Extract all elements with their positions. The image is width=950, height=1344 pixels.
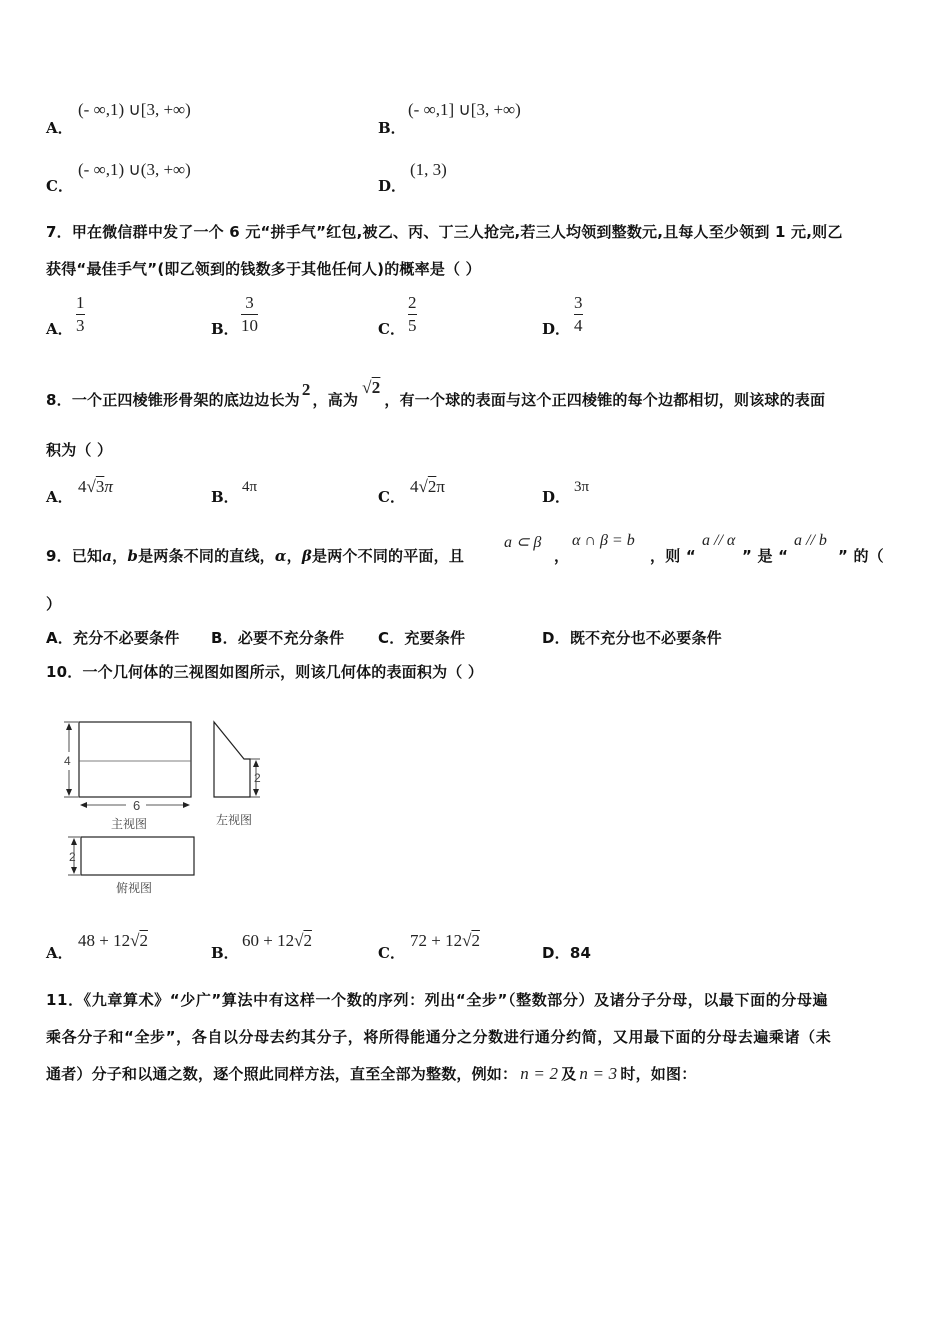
three-view-figure bbox=[56, 712, 276, 902]
numerator: 3 bbox=[574, 293, 583, 312]
q6-option-a-label: A． bbox=[46, 119, 73, 137]
dim-4-label: 4 bbox=[64, 754, 71, 768]
denominator: 3 bbox=[76, 316, 85, 335]
q8-text-3: ，有一个球的表面与这个正四棱锥的每个边都相切，则该球的表面 bbox=[384, 391, 826, 409]
q8-option-b-label: B． bbox=[211, 488, 239, 506]
q9-text-4: ，则 “ bbox=[650, 547, 696, 565]
q10-option-c-expr: 72 + 12√2 bbox=[410, 931, 480, 950]
q7-option-b-label: B． bbox=[211, 320, 239, 338]
q7-option-a-fraction bbox=[76, 293, 85, 336]
dim-2-top-label: 2 bbox=[69, 850, 76, 864]
dim-2-side-label: 2 bbox=[254, 771, 261, 785]
q11-stem-line3 bbox=[46, 1063, 696, 1084]
label: D． bbox=[542, 944, 570, 962]
q8-stem-line1 bbox=[46, 378, 826, 410]
text: 84 bbox=[569, 944, 592, 962]
q9-var-a: a bbox=[102, 547, 113, 565]
q8-edge-length: 2 bbox=[301, 380, 311, 399]
q11-n-equals-3: n = 3 bbox=[579, 1064, 618, 1083]
q8-height-radicand: 2 bbox=[371, 378, 381, 397]
q7-option-d-fraction bbox=[574, 293, 583, 336]
tail: π bbox=[436, 477, 445, 496]
q9-cond-4: a // b bbox=[794, 532, 827, 549]
q8-option-b-expr: 4π bbox=[242, 479, 258, 495]
dim-6-label: 6 bbox=[133, 798, 141, 813]
q9-text-5: ” 是 “ bbox=[742, 547, 789, 565]
radicand: 2 bbox=[427, 477, 437, 496]
q8-stem-line2: 积为（ ） bbox=[46, 441, 113, 459]
q9-text-6: ” 的（ bbox=[838, 547, 884, 565]
q9-stem-line1 bbox=[46, 545, 464, 566]
denominator: 5 bbox=[408, 316, 417, 335]
q9-text-1: 9．已知 bbox=[46, 547, 103, 565]
q10-option-a-label: A． bbox=[46, 944, 73, 962]
q9-cond-1: a ⊂ β bbox=[504, 534, 542, 551]
q11-stem-line2: 乘各分子和“全步”，各自以分母去约其分子，将所得能通分之分数进行通分约简，又用最下面的分母去遍乘诸（未 bbox=[46, 1028, 832, 1046]
q9-comma: ， bbox=[554, 547, 570, 565]
front-view-rect bbox=[79, 722, 191, 797]
top-view-rect bbox=[81, 837, 194, 875]
numerator: 3 bbox=[245, 293, 254, 312]
q9-var-b: b bbox=[127, 547, 139, 565]
q7-stem-line1: 7．甲在微信群中发了一个 6 元“拼手气”红包,被乙、丙、丁三人抢完,若三人均领到整数元,且每人至少领到 1 元,则乙 bbox=[46, 223, 843, 241]
tail: π bbox=[104, 477, 113, 496]
q9-sep: ， bbox=[112, 547, 128, 565]
q8-option-a-expr: 4√3π bbox=[78, 477, 113, 496]
label: D． bbox=[542, 629, 570, 647]
q11-stem-line1: 11．《九章算术》“少广”算法中有这样一个数的序列：列出“全步”（整数部分）及诸分子分母，以最下面的分母遍 bbox=[46, 991, 829, 1009]
q6-option-c-expr: (- ∞,1) ∪(3, +∞) bbox=[78, 160, 191, 179]
q9-cond-2: α ∩ β = b bbox=[572, 532, 635, 549]
q9-sep-2: ， bbox=[286, 547, 302, 565]
q8-option-d-label: D． bbox=[542, 488, 571, 506]
q11-n-equals-2: n = 2 bbox=[520, 1064, 559, 1083]
q8-option-a-label: A． bbox=[46, 488, 73, 506]
radicand: 2 bbox=[471, 931, 480, 950]
q7-option-a-label: A． bbox=[46, 320, 73, 338]
q8-text-1: 8．一个正四棱锥形骨架的底边边长为 bbox=[46, 391, 300, 409]
text: 充分不必要条件 bbox=[73, 629, 180, 647]
q6-option-d-expr: (1, 3) bbox=[410, 160, 447, 179]
q7-option-c-label: C． bbox=[378, 320, 405, 338]
q7-option-c-fraction bbox=[408, 293, 417, 336]
radicand: 3 bbox=[95, 477, 105, 496]
q7-option-d-label: D． bbox=[542, 320, 571, 338]
q10-stem: 10．一个几何体的三视图如图所示，则该几何体的表面积为（ ） bbox=[46, 663, 484, 681]
coef: 48 + 12 bbox=[78, 931, 131, 950]
q9-text-3: 是两个不同的平面，且 bbox=[312, 547, 465, 565]
top-view-label: 俯视图 bbox=[116, 881, 153, 895]
q9-option-d bbox=[542, 627, 722, 648]
q11-text-b: 时，如图： bbox=[620, 1065, 697, 1083]
q10-option-b-label: B． bbox=[211, 944, 239, 962]
text: 必要不充分条件 bbox=[237, 629, 345, 647]
q7-stem-line2: 获得“最佳手气”(即乙领到的钱数多于其他任何人)的概率是（ ） bbox=[46, 260, 481, 278]
q8-option-c-label: C． bbox=[378, 488, 405, 506]
q6-option-b-label: B． bbox=[378, 119, 406, 137]
label: A． bbox=[46, 629, 74, 647]
q10-option-d bbox=[542, 942, 591, 963]
denominator: 10 bbox=[241, 316, 258, 335]
q9-option-c bbox=[378, 627, 465, 648]
coef: 4 bbox=[78, 477, 87, 496]
q8-text-2: ，高为 bbox=[312, 391, 359, 409]
radicand: 2 bbox=[303, 931, 312, 950]
q10-option-c-label: C． bbox=[378, 944, 405, 962]
front-view-label: 主视图 bbox=[111, 817, 148, 831]
text: 既不充分也不必要条件 bbox=[569, 629, 722, 647]
q7-option-b-fraction bbox=[241, 293, 258, 336]
label: C． bbox=[378, 629, 405, 647]
q11-and: 及 bbox=[561, 1065, 577, 1083]
q9-text-2: 是两条不同的直线， bbox=[138, 547, 275, 565]
q6-option-c-label: C． bbox=[46, 177, 73, 195]
q9-option-b bbox=[211, 627, 344, 648]
label: B． bbox=[211, 629, 238, 647]
numerator: 1 bbox=[76, 293, 85, 312]
q8-option-c-expr: 4√2π bbox=[410, 477, 445, 496]
q9-stem-line2: ） bbox=[46, 595, 62, 613]
q9-var-alpha: α bbox=[274, 547, 287, 565]
radicand: 2 bbox=[139, 931, 148, 950]
numerator: 2 bbox=[408, 293, 417, 312]
q9-var-beta: β bbox=[301, 547, 313, 565]
text: 充要条件 bbox=[404, 629, 466, 647]
side-view-shape bbox=[214, 722, 250, 797]
q10-option-a-expr: 48 + 12√2 bbox=[78, 931, 148, 950]
coef: 72 + 12 bbox=[410, 931, 463, 950]
q9-cond-3: a // α bbox=[702, 532, 736, 549]
coef: 60 + 12 bbox=[242, 931, 295, 950]
q6-option-d-label: D． bbox=[378, 177, 407, 195]
q9-option-a bbox=[46, 627, 179, 648]
q6-option-a-expr: (- ∞,1) ∪[3, +∞) bbox=[78, 100, 191, 119]
denominator: 4 bbox=[574, 316, 583, 335]
q8-option-d-expr: 3π bbox=[574, 479, 590, 495]
coef: 4 bbox=[410, 477, 419, 496]
q11-text-a: 通者）分子和以通之数，逐个照此同样方法，直至全部为整数，例如： bbox=[46, 1065, 518, 1083]
side-view-label: 左视图 bbox=[216, 813, 253, 827]
q10-option-b-expr: 60 + 12√2 bbox=[242, 931, 312, 950]
q8-height: √2 bbox=[362, 378, 381, 397]
q6-option-b-expr: (- ∞,1] ∪[3, +∞) bbox=[408, 100, 521, 119]
